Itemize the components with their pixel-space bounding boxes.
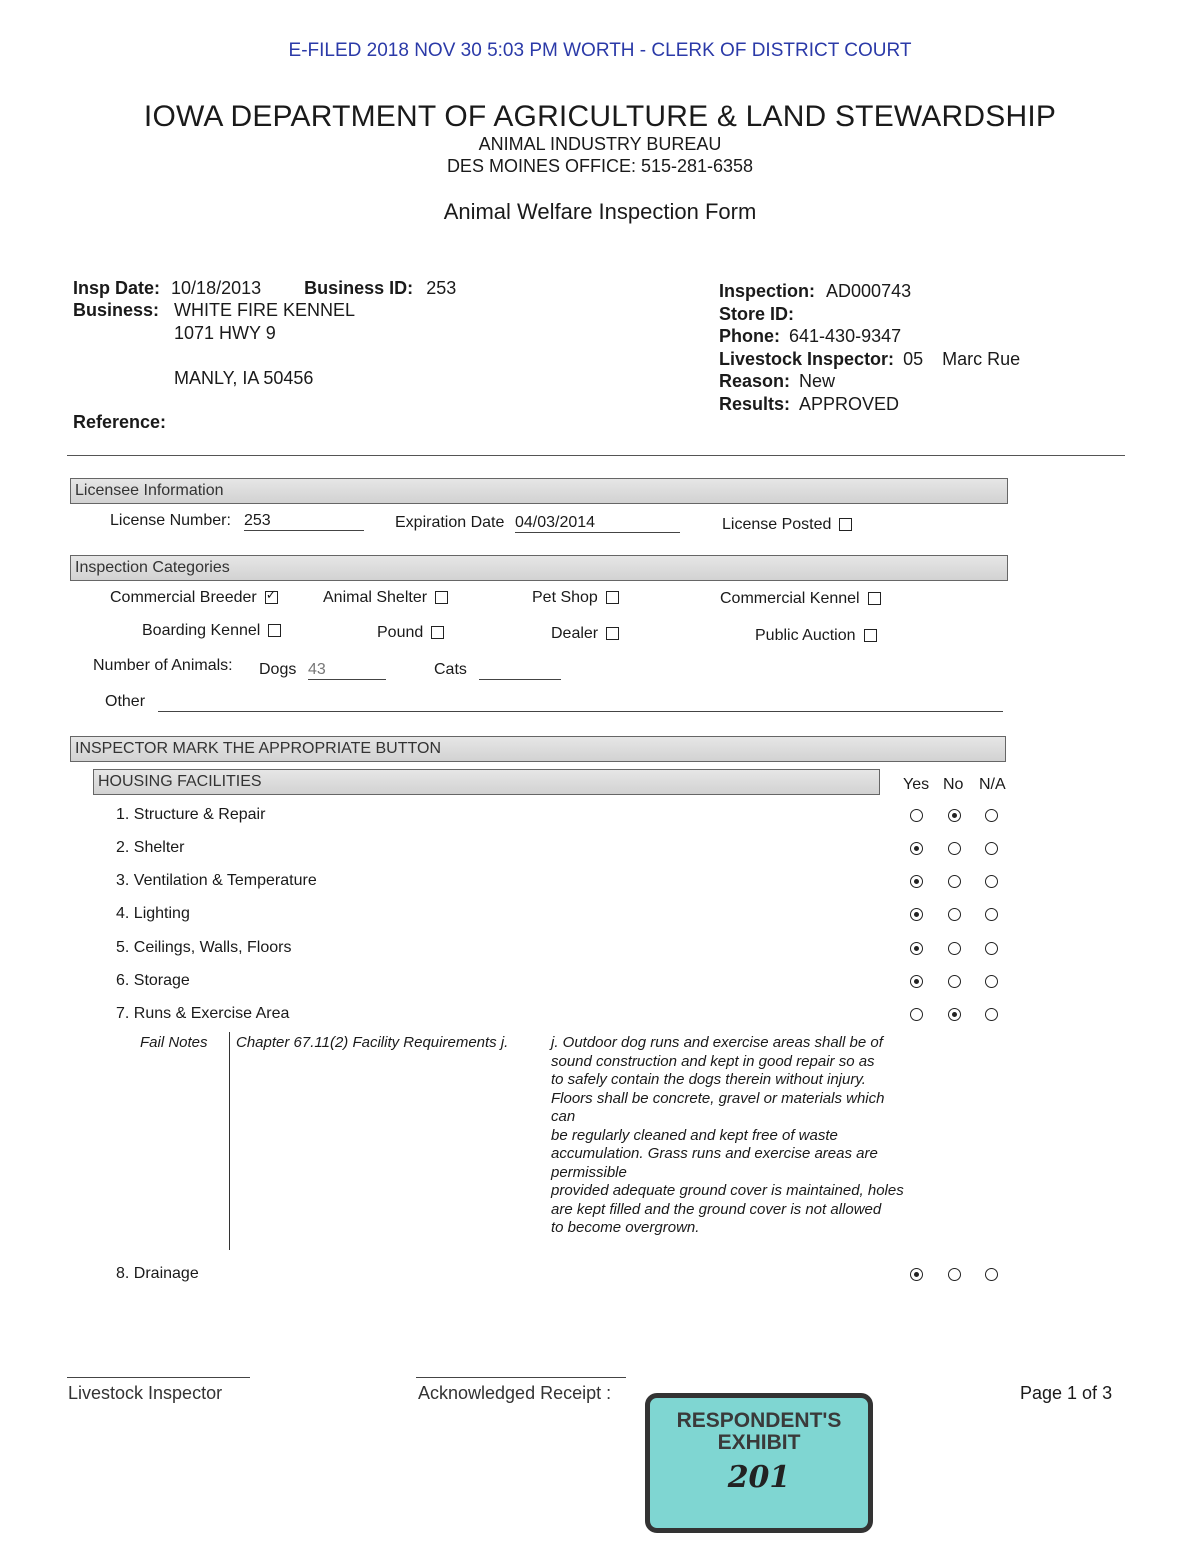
col-no-header: No bbox=[943, 776, 964, 793]
housing-item-label: 3. Ventilation & Temperature bbox=[116, 872, 317, 889]
stamp-line2: EXHIBIT bbox=[717, 1431, 801, 1454]
public-auction-label: Public Auction bbox=[755, 627, 856, 644]
public-auction-checkbox[interactable] bbox=[864, 629, 877, 642]
stamp-line1: RESPONDENT'S bbox=[676, 1409, 842, 1432]
radio-no[interactable] bbox=[948, 842, 961, 855]
expiration-label: Expiration Date bbox=[395, 514, 505, 531]
housing-item-label: 7. Runs & Exercise Area bbox=[116, 1005, 290, 1022]
fail-notes-text bbox=[551, 1034, 951, 1238]
office-phone: DES MOINES OFFICE: 515-281-6358 bbox=[446, 156, 754, 176]
commercial-kennel-checkbox[interactable] bbox=[868, 592, 881, 605]
fail-notes-line: sound construction and kept in good repair so as bbox=[551, 1052, 875, 1070]
pound-checkbox[interactable] bbox=[431, 626, 444, 639]
business-address: 1071 HWY 9 bbox=[174, 323, 276, 343]
exhibit-stamp bbox=[645, 1393, 873, 1533]
form-title: Animal Welfare Inspection Form bbox=[443, 199, 757, 224]
boarding-kennel-checkbox[interactable] bbox=[268, 624, 281, 637]
radio-na[interactable] bbox=[985, 875, 998, 888]
radio-na[interactable] bbox=[985, 809, 998, 822]
inspection-block bbox=[719, 280, 1020, 416]
insp-date-label: Insp Date: bbox=[73, 278, 161, 298]
commercial-kennel-label: Commercial Kennel bbox=[720, 590, 860, 607]
expiration-date-value[interactable]: 04/03/2014 bbox=[515, 514, 680, 533]
insp-date-row bbox=[73, 278, 456, 299]
radio-no[interactable] bbox=[948, 1268, 961, 1281]
dogs-label: Dogs bbox=[259, 661, 297, 678]
housing-item-label: 5. Ceilings, Walls, Floors bbox=[116, 939, 292, 956]
inspector-number: 05 bbox=[903, 348, 924, 369]
category-public-auction bbox=[755, 627, 877, 645]
radio-na[interactable] bbox=[985, 842, 998, 855]
license-number-value[interactable]: 253 bbox=[244, 512, 364, 531]
housing-item-label: 4. Lighting bbox=[116, 905, 190, 922]
commercial-breeder-checkbox[interactable] bbox=[265, 591, 278, 604]
inspector-section-bar: INSPECTOR MARK THE APPROPRIATE BUTTON bbox=[70, 736, 1006, 762]
inspector-signature-line bbox=[67, 1377, 250, 1378]
radio-na[interactable] bbox=[985, 1008, 998, 1021]
other-field[interactable] bbox=[158, 693, 1003, 712]
radio-yes[interactable] bbox=[910, 942, 923, 955]
radio-no[interactable] bbox=[948, 1008, 961, 1021]
dogs-count[interactable]: 43 bbox=[308, 661, 386, 680]
radio-no[interactable] bbox=[948, 809, 961, 822]
dealer-label: Dealer bbox=[551, 625, 599, 642]
department-title: IOWA DEPARTMENT OF AGRICULTURE & LAND STEWARDSHIP bbox=[143, 100, 1057, 133]
radio-na[interactable] bbox=[985, 1268, 998, 1281]
radio-na[interactable] bbox=[985, 975, 998, 988]
reason-label: Reason: bbox=[719, 371, 791, 392]
col-yes-header: Yes bbox=[903, 776, 930, 793]
phone-label: Phone: bbox=[719, 326, 780, 347]
radio-yes[interactable] bbox=[910, 809, 923, 822]
dealer-checkbox[interactable] bbox=[606, 627, 619, 640]
header-divider bbox=[67, 455, 1125, 456]
store-id-label: Store ID: bbox=[719, 303, 795, 324]
footer-inspector-label: Livestock Inspector bbox=[68, 1383, 223, 1403]
fail-notes-line: be regularly cleaned and kept free of waste bbox=[551, 1126, 838, 1144]
boarding-kennel-label: Boarding Kennel bbox=[142, 622, 261, 639]
stamp-number: 201 bbox=[727, 1460, 791, 1495]
categories-section-bar: Inspection Categories bbox=[70, 555, 1008, 581]
fail-notes-line: are kept filled and the ground cover is not allowed bbox=[551, 1200, 882, 1218]
radio-yes[interactable] bbox=[910, 1008, 923, 1021]
phone-value: 641-430-9347 bbox=[789, 326, 902, 347]
radio-no[interactable] bbox=[948, 975, 961, 988]
fail-notes-line: Floors shall be concrete, gravel or materials which bbox=[551, 1089, 885, 1107]
num-animals-label: Number of Animals: bbox=[93, 657, 233, 674]
radio-yes[interactable] bbox=[910, 908, 923, 921]
reference-label: Reference: bbox=[73, 412, 167, 432]
results-value: APPROVED bbox=[799, 393, 900, 414]
fail-notes-line: accumulation. Grass runs and exercise areas are bbox=[551, 1145, 878, 1162]
fail-notes-line: permissible bbox=[551, 1163, 627, 1181]
category-pound bbox=[377, 624, 444, 642]
ack-signature-line bbox=[416, 1377, 626, 1378]
category-pet-shop bbox=[532, 589, 619, 607]
license-posted-checkbox[interactable] bbox=[839, 518, 852, 531]
category-animal-shelter bbox=[323, 589, 448, 607]
radio-yes[interactable] bbox=[910, 875, 923, 888]
fail-notes-line: can bbox=[551, 1108, 576, 1125]
footer-ack-label: Acknowledged Receipt : bbox=[418, 1383, 612, 1403]
business-city: MANLY, IA 50456 bbox=[174, 368, 314, 388]
other-label: Other bbox=[105, 693, 146, 710]
category-commercial-breeder bbox=[110, 589, 278, 607]
page-number: Page 1 of 3 bbox=[1020, 1383, 1113, 1403]
cats-label: Cats bbox=[434, 661, 467, 678]
pet-shop-label: Pet Shop bbox=[532, 589, 598, 606]
inspection-id: AD000743 bbox=[826, 281, 912, 301]
business-label: Business: bbox=[73, 300, 160, 320]
fail-notes-chapter: Chapter 67.11(2) Facility Requirements j. bbox=[236, 1034, 509, 1051]
licensee-section-bar: Licensee Information bbox=[70, 478, 1008, 504]
housing-item-label: 2. Shelter bbox=[116, 839, 185, 856]
radio-no[interactable] bbox=[948, 875, 961, 888]
radio-yes[interactable] bbox=[910, 842, 923, 855]
pet-shop-checkbox[interactable] bbox=[606, 591, 619, 604]
radio-no[interactable] bbox=[948, 908, 961, 921]
fail-notes-label: Fail Notes bbox=[140, 1034, 208, 1051]
fail-notes-line: to become overgrown. bbox=[551, 1219, 700, 1236]
license-number-label: License Number: bbox=[110, 512, 231, 529]
housing-item-label: 1. Structure & Repair bbox=[116, 806, 266, 823]
radio-no[interactable] bbox=[948, 942, 961, 955]
fail-notes-line: j. Outdoor dog runs and exercise areas shall be of bbox=[551, 1034, 883, 1051]
commercial-breeder-label: Commercial Breeder bbox=[110, 589, 257, 606]
business-name: WHITE FIRE KENNEL bbox=[174, 300, 356, 320]
animal-shelter-label: Animal Shelter bbox=[323, 589, 428, 606]
cats-count[interactable] bbox=[479, 661, 561, 680]
housing-facilities-bar: HOUSING FACILITIES bbox=[93, 769, 880, 795]
business-id-value: 253 bbox=[426, 278, 457, 298]
fail-notes-divider bbox=[229, 1032, 230, 1250]
fail-notes-line: provided adequate ground cover is maintained, holes bbox=[551, 1182, 904, 1199]
housing-item-label: 6. Storage bbox=[116, 972, 190, 989]
category-boarding-kennel bbox=[142, 622, 281, 640]
radio-yes[interactable] bbox=[910, 1268, 923, 1281]
radio-na[interactable] bbox=[985, 908, 998, 921]
efiled-banner: E-FILED 2018 NOV 30 5:03 PM WORTH - CLERK OF DISTRICT COURT bbox=[288, 40, 912, 61]
col-na-header: N/A bbox=[979, 776, 1006, 793]
category-commercial-kennel bbox=[720, 590, 881, 608]
license-posted-row bbox=[722, 516, 852, 534]
insp-date-value: 10/18/2013 bbox=[171, 278, 262, 298]
radio-na[interactable] bbox=[985, 942, 998, 955]
housing-item-label: 8. Drainage bbox=[116, 1265, 199, 1282]
radio-yes[interactable] bbox=[910, 975, 923, 988]
fail-notes-line: to safely contain the dogs therein without injury. bbox=[551, 1071, 866, 1088]
inspector-label: Livestock Inspector: bbox=[719, 348, 895, 369]
inspector-name: Marc Rue bbox=[942, 348, 1021, 369]
bureau-name: ANIMAL INDUSTRY BUREAU bbox=[478, 134, 722, 154]
business-id-label: Business ID: bbox=[304, 278, 414, 298]
reason-value: New bbox=[799, 371, 836, 392]
category-dealer bbox=[551, 625, 619, 643]
results-label: Results: bbox=[719, 393, 791, 414]
animal-shelter-checkbox[interactable] bbox=[435, 591, 448, 604]
license-posted-label: License Posted bbox=[722, 516, 832, 533]
inspection-label: Inspection: bbox=[719, 281, 816, 301]
pound-label: Pound bbox=[377, 624, 424, 641]
